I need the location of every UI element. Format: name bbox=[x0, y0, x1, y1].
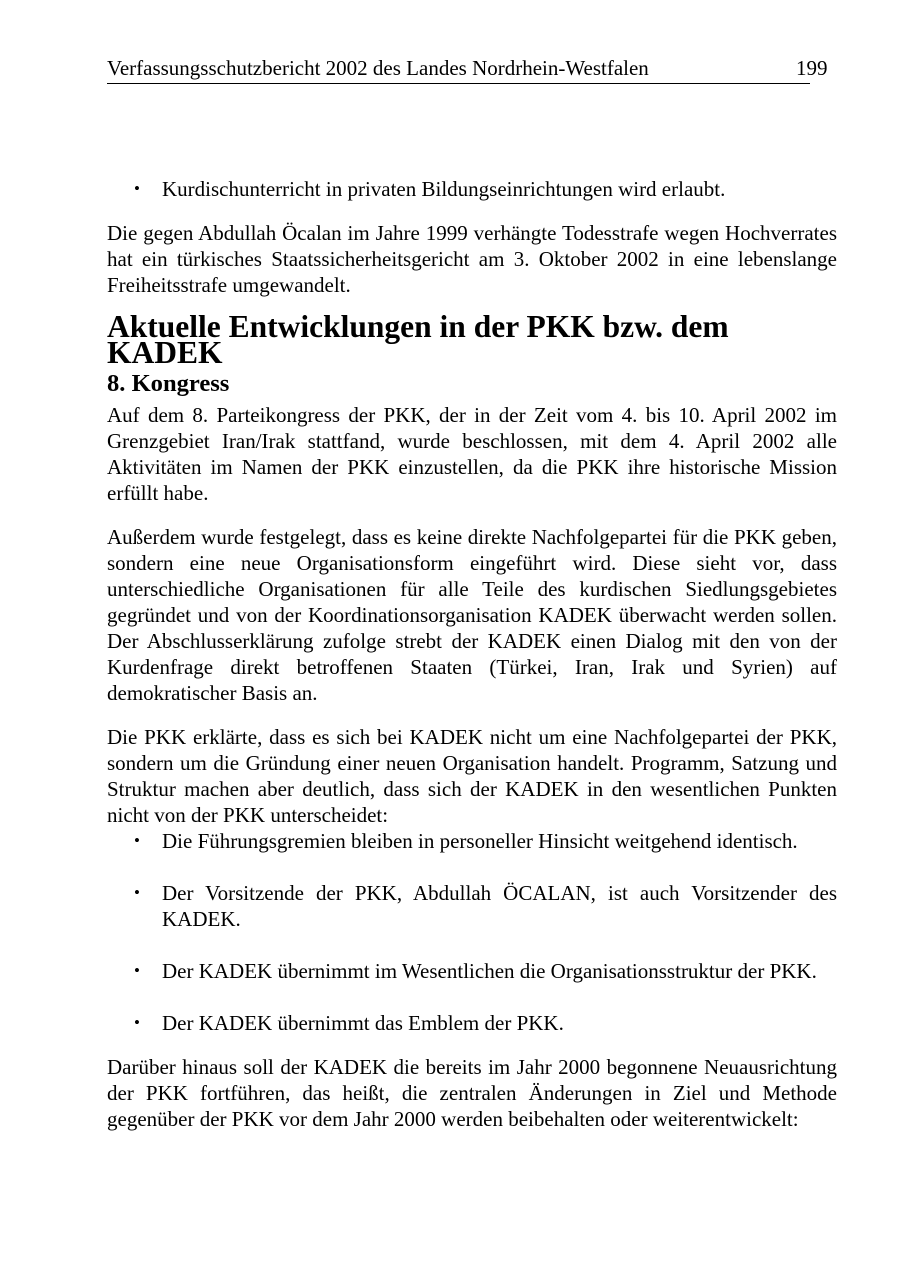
kadek-bullet-list bbox=[107, 828, 837, 1036]
subsection-heading: 8. Kongress bbox=[107, 370, 230, 397]
bullet-text: Der KADEK übernimmt das Emblem der PKK. bbox=[162, 1011, 564, 1035]
body-text bbox=[107, 176, 837, 1132]
bullet-text: Der Vorsitzende der PKK, Abdullah ÖCALAN, ist auch Vorsitzender des KADEK. bbox=[162, 881, 837, 931]
list-item bbox=[107, 1010, 837, 1036]
bullet-icon: • bbox=[134, 961, 140, 980]
list-item bbox=[107, 176, 837, 202]
bullet-text: Kurdischunterricht in privaten Bildungseinrichtungen wird erlaubt. bbox=[162, 177, 726, 201]
header-title: Verfassungsschutzbericht 2002 des Landes Nordrhein-Westfalen bbox=[107, 56, 649, 80]
bullet-text: Der KADEK übernimmt im Wesentlichen die Organisationsstruktur der PKK. bbox=[162, 959, 817, 983]
bullet-icon: • bbox=[134, 179, 140, 198]
bullet-icon: • bbox=[134, 831, 140, 850]
paragraph-final: Darüber hinaus soll der KADEK die bereits im Jahr 2000 begonnene Neuausrichtung der PKK fortführen, das heißt, die zentralen Änderungen in Ziel und Methode gegenüber der PKK vor dem Jahr 2000 werden beibehalten oder weiterentwickelt: bbox=[107, 1055, 837, 1131]
paragraph-organisation: Außerdem wurde festgelegt, dass es keine direkte Nachfolgepartei für die PKK geben, sondern eine neue Organisationsform eingeführt wird. Diese sieht vor, dass unterschiedliche Organisationen für alle Teile des kurdischen Siedlungsgebietes gegründet und von der Koordinationsorganisation KADEK überwacht werden sollen. Der Abschlusserklärung zufolge strebt der KADEK einen Dialog mit den von der Kurdenfrage direkt betroffenen Staaten (Türkei, Iran, Irak und Syrien) auf demokratischer Basis an. bbox=[107, 525, 837, 705]
intro-bullet-list bbox=[107, 176, 837, 202]
running-header bbox=[107, 52, 810, 84]
paragraph-death-penalty: Die gegen Abdullah Öcalan im Jahre 1999 verhängte Todesstrafe wegen Hochverrates hat ein türkisches Staatssicherheitsgericht am 3. Oktober 2002 in eine lebenslange Freiheitsstrafe umgewandelt. bbox=[107, 221, 837, 297]
page-number: 199 bbox=[796, 56, 828, 80]
list-item bbox=[107, 828, 837, 854]
paragraph-kadek: Die PKK erklärte, dass es sich bei KADEK nicht um eine Nachfolgepartei der PKK, sondern um die Gründung einer neuen Organisation handelt. Programm, Satzung und Struktur machen aber deutlich, dass sich der KADEK in den wesentlichen Punkten nicht von der PKK unterscheidet: bbox=[107, 725, 837, 827]
list-item bbox=[107, 880, 837, 932]
paragraph-congress: Auf dem 8. Parteikongress der PKK, der in der Zeit vom 4. bis 10. April 2002 im Grenzgebiet Iran/Irak stattfand, wurde beschlossen, mit dem 4. April 2002 alle Aktivitäten im Namen der PKK einzustellen, da die PKK ihre historische Mission erfüllt habe. bbox=[107, 403, 837, 505]
section-heading: Aktuelle Entwicklungen in der PKK bzw. dem KADEK bbox=[107, 309, 729, 370]
bullet-icon: • bbox=[134, 883, 140, 902]
list-item bbox=[107, 958, 837, 984]
bullet-text: Die Führungsgremien bleiben in personeller Hinsicht weitgehend identisch. bbox=[162, 829, 798, 853]
bullet-icon: • bbox=[134, 1013, 140, 1032]
